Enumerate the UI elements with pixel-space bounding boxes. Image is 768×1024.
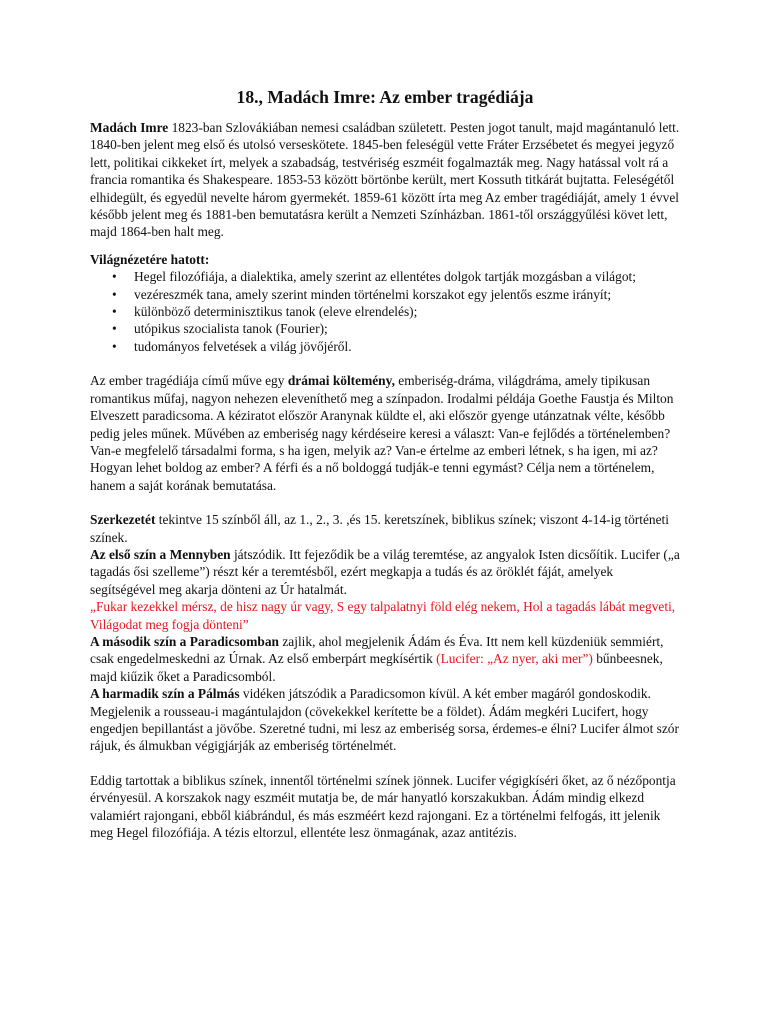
- scene2-label: A második szín a Paradicsomban: [90, 633, 279, 649]
- scene2-quote: (Lucifer: „Az nyer, aki mer”): [436, 651, 593, 667]
- scene1-quote: „Fukar kezekkel mérsz, de hisz nagy úr vagy, S egy talpalatnyi föld elég nekem, Hol a tagadás lábát megveti, Világodat meg fogja dönteni”: [90, 599, 676, 632]
- page-title: 18., Madách Imre: Az ember tragédiája: [236, 87, 534, 107]
- closing-paragraph: Eddig tartottak a biblikus színek, innentől történelmi színek jönnek. Lucifer végigkíséri őket, az ő nézőpontja érvényesül. A korszakok nagy eszméit mutatja be, de már hanyatló korszakukban. Ádám mindig elkezd valamiért rajongani, ebből kiábrándul, és más eszméért kezd rajongani. Ez a történelmi felfogás, itt jelenik meg Hegel filozófiája. A tézis eltorzul, ellentéte lesz önmagának, azaz antitézis.: [90, 772, 676, 841]
- structure-text: tekintve 15 színből áll, az 1., 2., 3. ,és 15. keretszínek, biblikus színek; viszont 4-14-ig történeti színek.: [90, 512, 669, 545]
- drama-genre: drámai költemény,: [287, 373, 395, 389]
- structure-label: Szerkezetét: [90, 512, 156, 528]
- worldview-list: [90, 268, 680, 355]
- scene2-paragraph: [90, 633, 680, 685]
- list-item: • Hegel filozófiája, a dialektika, amely szerint az ellentétes dolgok tartják mozgásban a világot;: [134, 268, 680, 285]
- scene1-label: Az első szín a Mennyben: [90, 546, 231, 562]
- list-item: • tudományos felvetések a világ jövőjéről.: [134, 338, 680, 355]
- structure-paragraph: [90, 511, 680, 546]
- scene3-text: vidéken játszódik a Paradicsomon kívül. A két ember magáról gondoskodik. Megjelenik a rousseau-i magántulajdon (cövekekkel kerítette be a földet). Ádám megkéri Lucifert, hogy engedjen bepillantást a jövőbe. Szeretné tudni, mi lesz az emberiség sorsa, érdemes-e élni? Lucifer álmot szór rájuk, és álmukban végigjárják az emberiség történelmét.: [90, 686, 679, 754]
- drama-text-post: emberiség-dráma, világdráma, amely tipikusan romantikus műfaj, nagyon nehezen eleveníthető meg a színpadon. Irodalmi példája Goethe Faustja és Milton Elveszett paradicsoma. A kéziratot először Aranynak küldte el, aki először gyenge utánzatnak vélte, később pedig jeles műnek. Művében az emberiség nagy kérdéseire keresi a választ: Van-e fejlődés a történelemben? Van-e megfelelő társadalmi forma, s ha igen, melyik az? Van-e értelme az emberi létnek, s ha igen, mi az? Hogyan lehet boldog az ember? A férfi és a nő boldoggá tudják-e tenni egymást? Célja nem a történelem, hanem a saját korának bemutatása.: [90, 373, 674, 493]
- intro-text: 1823-ban Szlovákiában nemesi családban született. Pesten jogot tanult, majd magántanuló lett. 1840-ben jelent meg első és utolsó verseskötete. 1845-ben feleségül vette Fráter Erzsébetet és megyei jegyző lett, politikai cikkeket írt, melyek a szabadság, testvériség eszméit fogalmazták meg. Nagy hatással volt rá a francia romantika és Shakespeare. 1853-53 között börtönbe került, mert Kossuth titkárát bujtatta. Feleségétől elhidegült, és egyedül nevelte három gyermekét. 1859-61 között írta meg Az ember tragédiáját, amely 1 évvel később jelent meg és 1881-ben bemutatásra került a Nemzeti Színházban. 1861-től országgyűlési követ lett, majd 1864-ben halt meg.: [90, 120, 680, 240]
- intro-paragraph: [90, 119, 680, 241]
- list-item: • vezéreszmék tana, amely szerint minden történelmi korszakot egy jelentős eszme irányít;: [134, 286, 680, 303]
- list-item: • utópikus szocialista tanok (Fourier);: [134, 320, 680, 337]
- scene1-text: játszódik. Itt fejeződik be a világ teremtése, az angyalok Isten dicsőítik. Lucifer („a tagadás ősi szelleme”) részt kér a teremtésből, ezért megkapja a tudás és az öröklét fáját, amelyek segítségével meg akarja dönteni az Úr hatalmát.: [90, 546, 680, 597]
- list-item: • különböző determinisztikus tanok (eleve elrendelés);: [134, 303, 680, 320]
- scene2-text-post: bűnbeesnek, majd kiűzik őket a Paradicsomból.: [90, 651, 663, 684]
- scene1-paragraph: [90, 546, 680, 598]
- drama-text-pre: Az ember tragédiája című műve egy: [90, 373, 288, 389]
- scene3-paragraph: [90, 685, 680, 755]
- scene3-label: A harmadik szín a Pálmás: [90, 686, 240, 702]
- drama-paragraph: [90, 372, 680, 494]
- author-name: Madách Imre: [90, 120, 169, 135]
- scene2-text: zajlik, ahol megjelenik Ádám és Éva. Itt nem kell küzdeniük semmiért, csak engedelmeskedni az Úrnak. Az első emberpárt megkísértik: [90, 633, 664, 667]
- worldview-heading: Világnézetére hatott:: [90, 251, 210, 267]
